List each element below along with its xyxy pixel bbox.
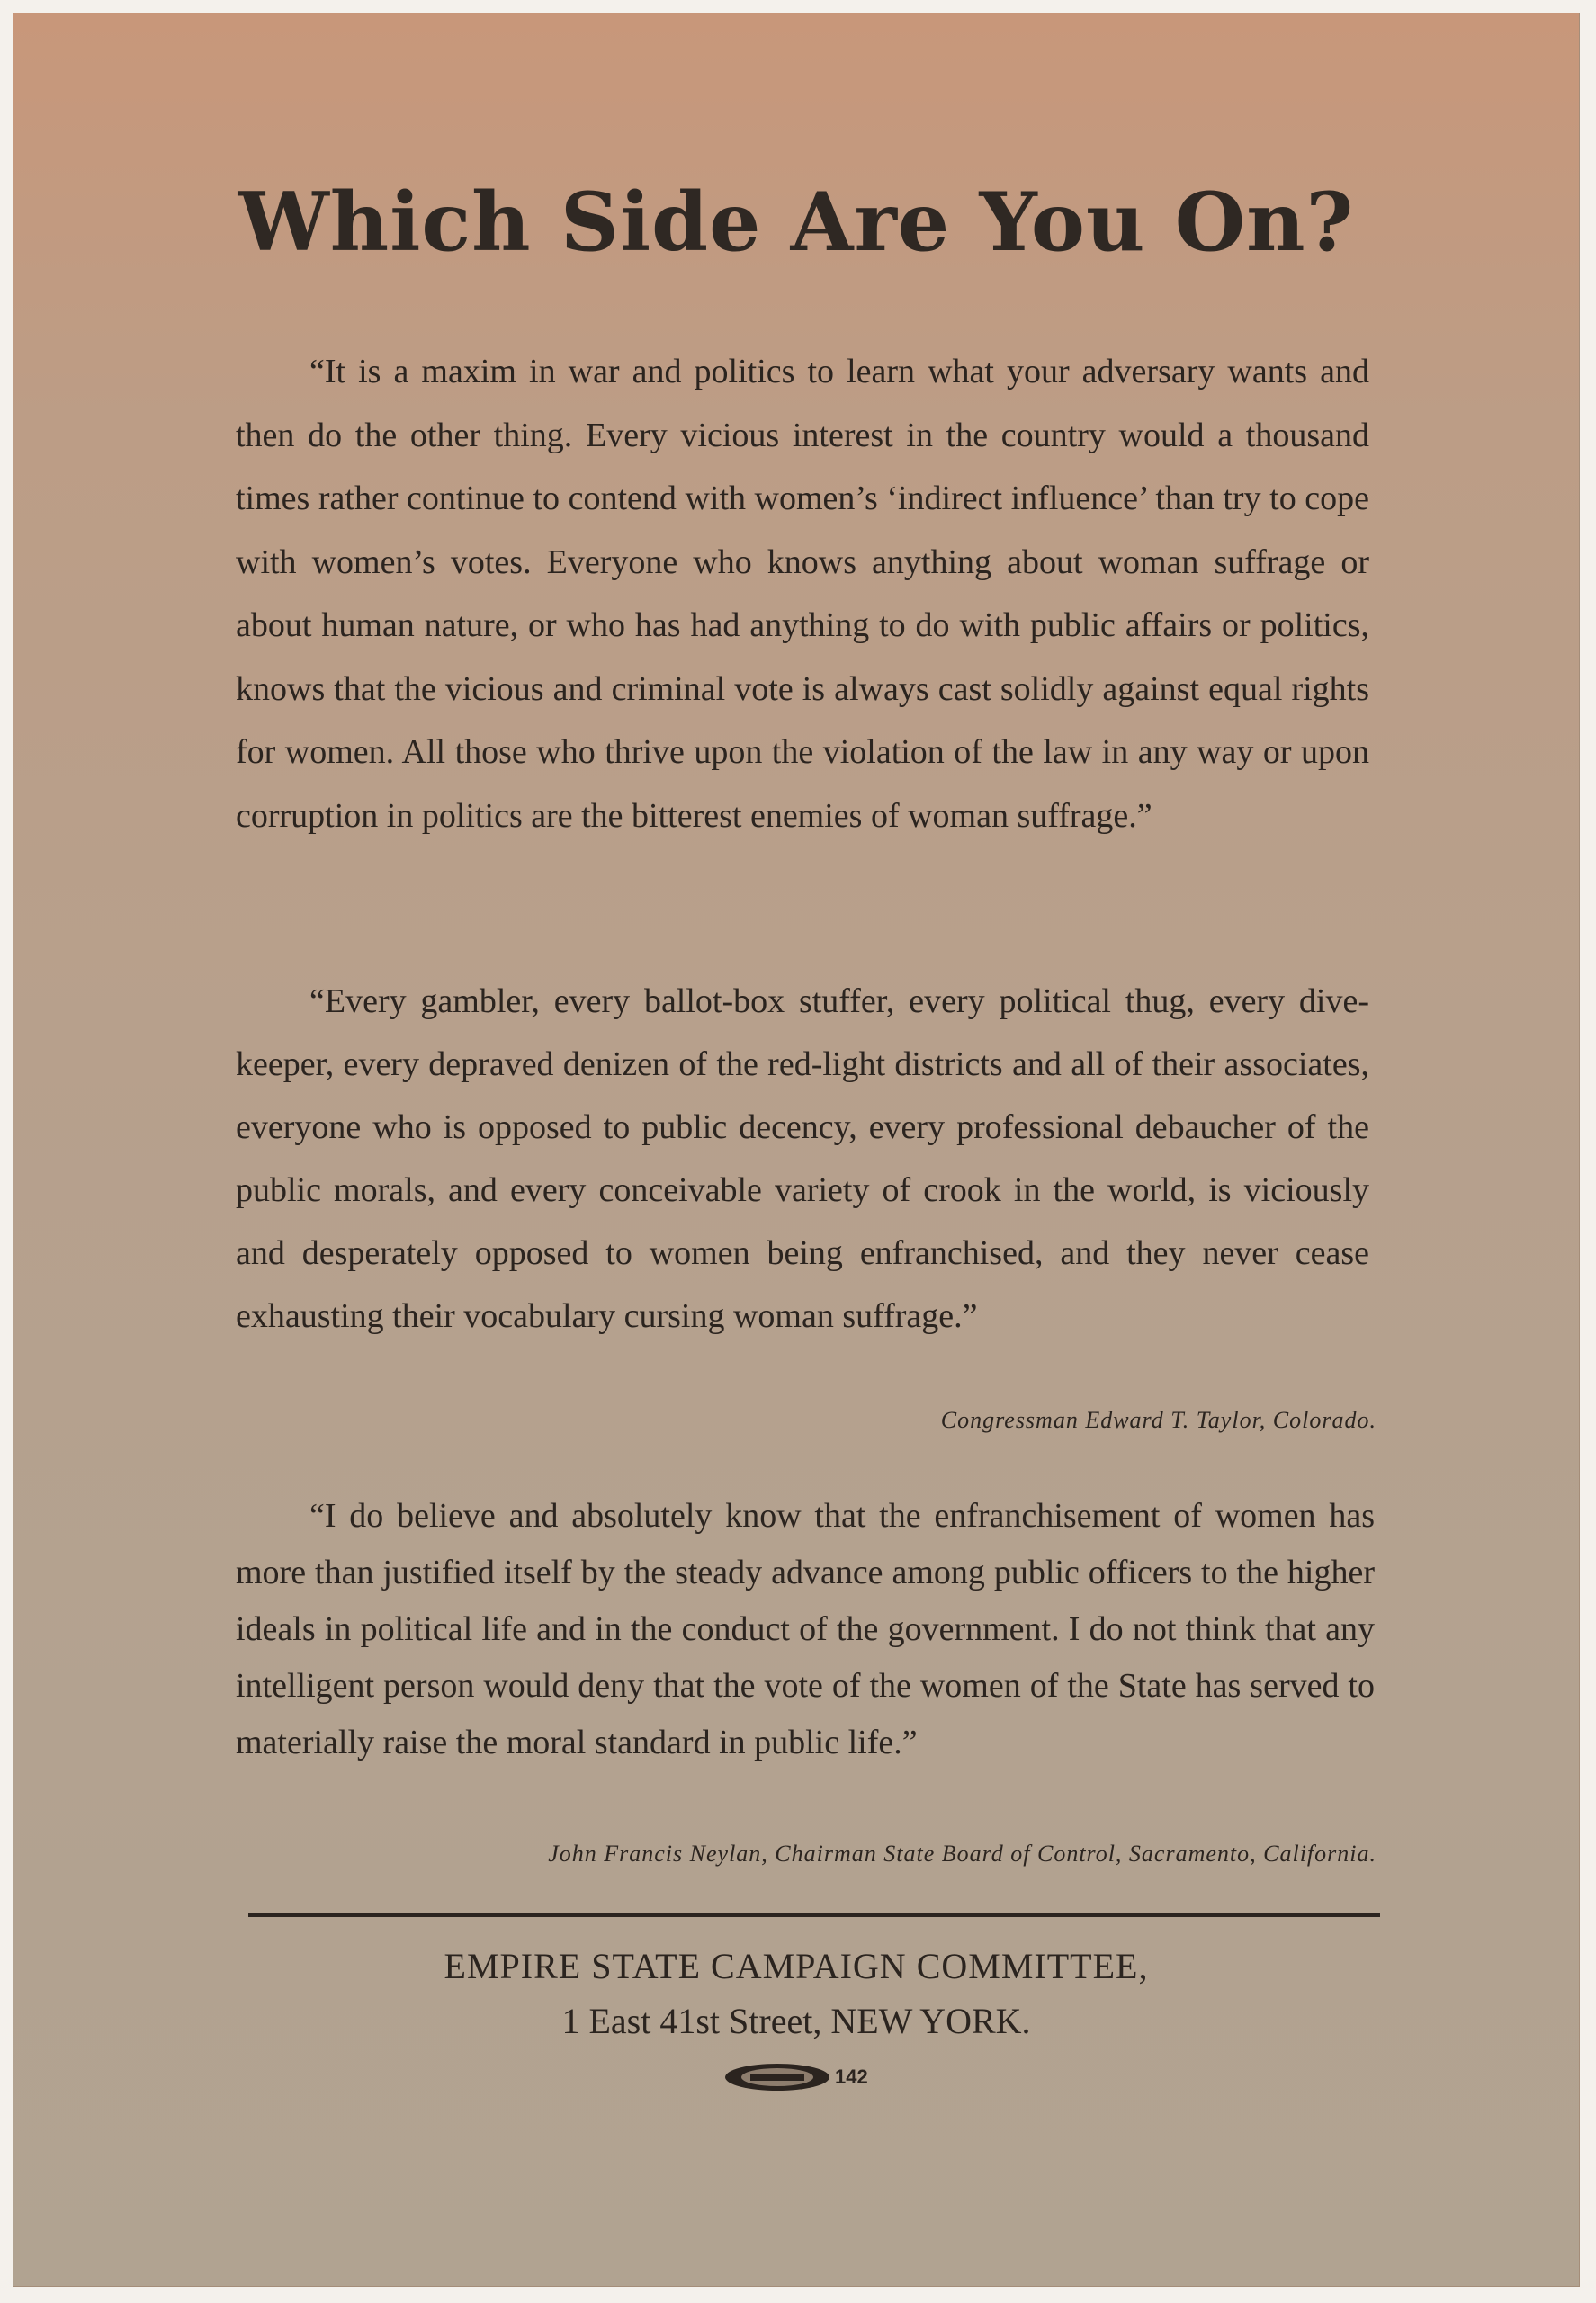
footer-address: 1 East 41st Street, NEW YORK. <box>561 2001 1031 2041</box>
quote-paragraph-3 <box>236 1488 1375 1771</box>
union-label <box>723 2062 868 2092</box>
quote-paragraph-2 <box>236 970 1369 1348</box>
quote-paragraph-2-text: “Every gambler, every ballot-box stuffer, every political thug, every dive-keeper, every depraved denizen of the red-light districts and all of their associates, everyone who is opposed to public decency, every professional debaucher of the public morals, and every conceivable variety of crook in the world, is viciously and desperately opposed to women being enfranchised, and they never cease exhausting their vocabulary cursing woman suffrage.” <box>236 982 1369 1335</box>
quote-paragraph-1-text: “It is a maxim in war and politics to learn what your adversary wants and then do the other thing. Every vicious interest in the country would a thousand times rather continue to contend with women’s ‘indirect influence’ than try to cope with women’s votes. Everyone who knows anything about woman suffrage or about human nature, or who has had anything to do with public affairs or politics, knows that the vicious and criminal vote is always cast solidly against equal rights for women. All those who thrive upon the violation of the law in any way or upon corruption in politics are the bitterest enemies of woman suffrage.” <box>236 353 1369 835</box>
union-printing-label-icon <box>723 2062 831 2092</box>
union-label-number: 142 <box>835 2066 868 2088</box>
quote-paragraph-1 <box>236 340 1369 847</box>
quote-paragraph-3-text: “I do believe and absolutely know that the enfranchisement of women has more than justified itself by the steady advance among public officers to the higher ideals in political life and in the conduct of the government. I do not think that any intelligent person would deny that the vote of the women of the State has served to materially raise the moral standard in public life.” <box>236 1497 1375 1761</box>
attribution-neylan: John Francis Neylan, Chairman State Board of Control, Sacramento, California. <box>548 1841 1376 1867</box>
leaflet-page <box>13 13 1580 2287</box>
divider-rule <box>248 1913 1380 1917</box>
attribution-taylor: Congressman Edward T. Taylor, Colorado. <box>940 1407 1376 1433</box>
footer-organization: EMPIRE STATE CAMPAIGN COMMITTEE, <box>444 1946 1149 1986</box>
page-title: Which Side Are You On? <box>238 175 1355 270</box>
